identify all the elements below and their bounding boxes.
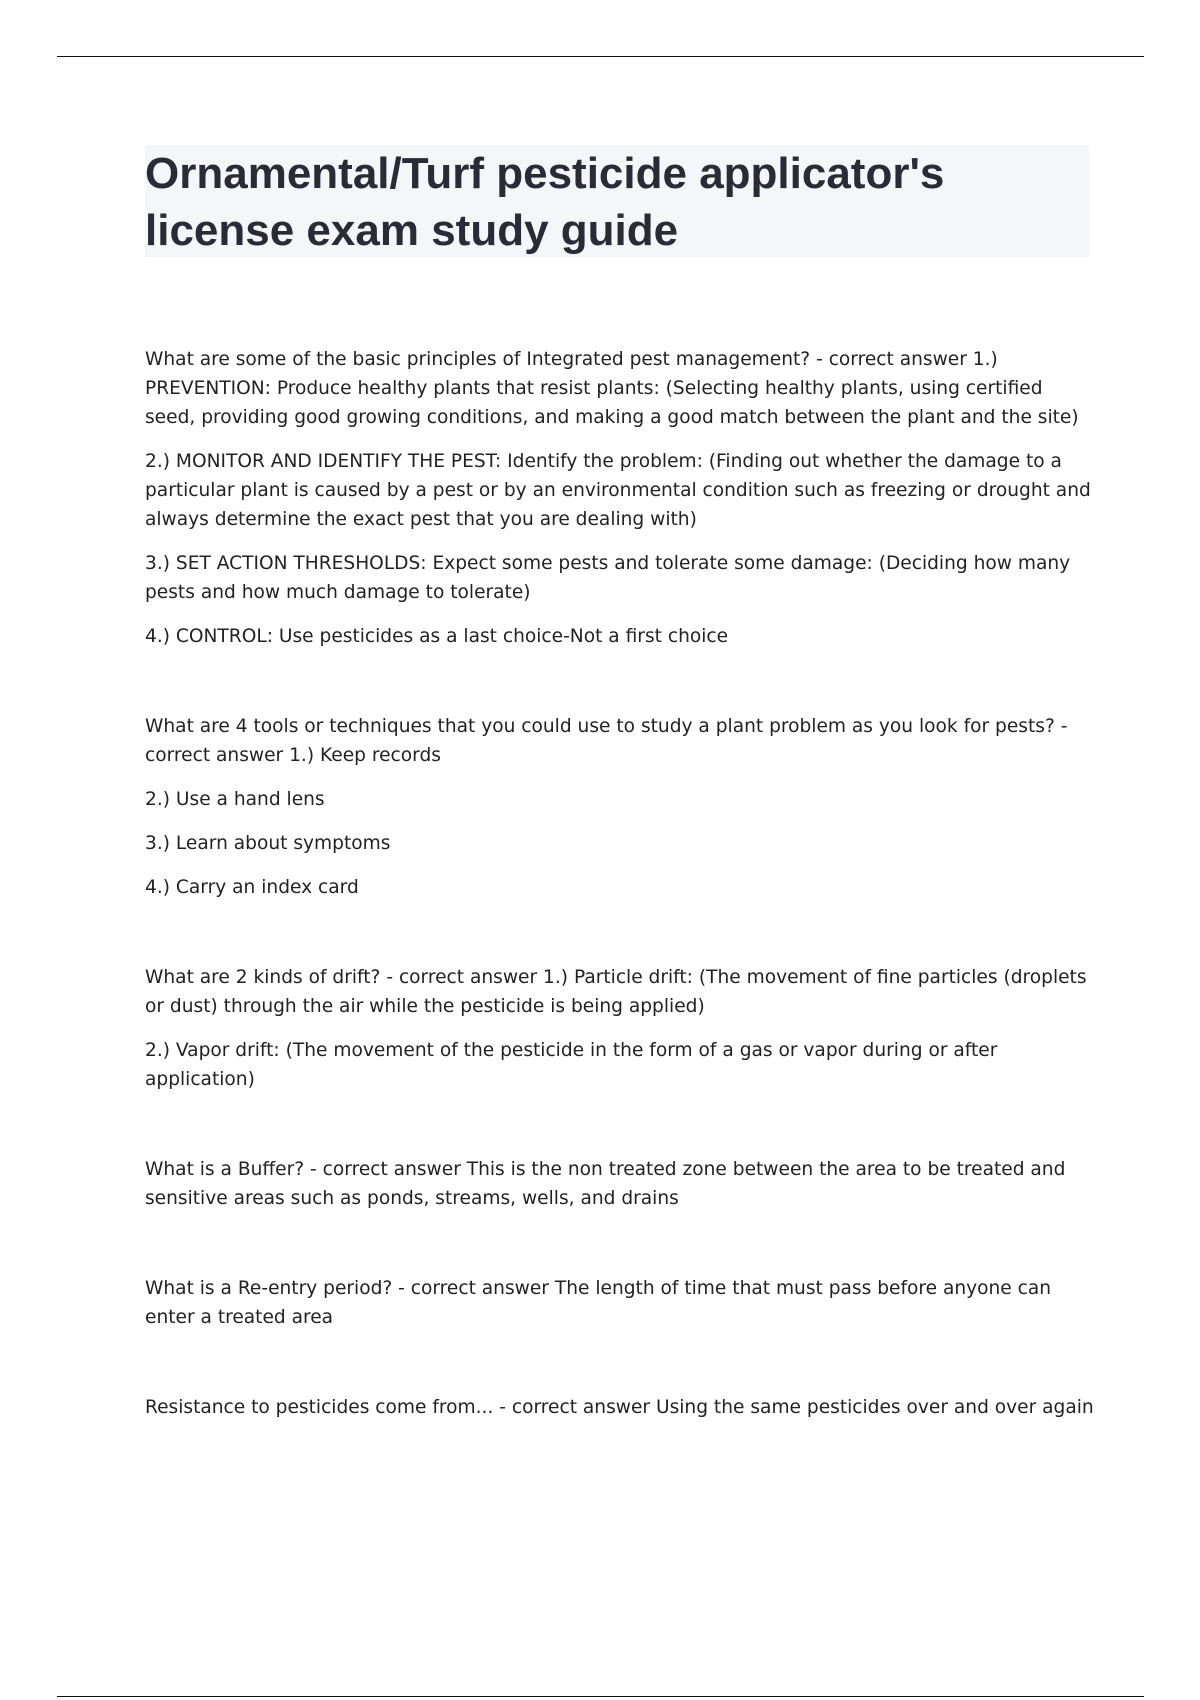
qa-block-drift: [145, 963, 1095, 1094]
paragraph: 3.) SET ACTION THRESHOLDS: Expect some pests and tolerate some damage: (Deciding how many pests and how much damage to tolerate): [145, 553, 1071, 603]
paragraph: 3.) Learn about symptoms: [145, 833, 391, 854]
page-title: Ornamental/Turf pesticide applicator's license exam study guide: [145, 149, 945, 255]
qa-block-reentry: [145, 1274, 1095, 1332]
top-rule: [57, 56, 1144, 57]
paragraph: What are some of the basic principles of Integrated pest management? - correct answer 1.) PREVENTION: Produce healthy plants that resist plants: (Selecting healthy plants, using certified seed, providing good growing conditions, and making a good match between the plant and the site): [145, 349, 1079, 428]
document-body: [145, 345, 1095, 1422]
paragraph: Resistance to pesticides come from... - correct answer Using the same pesticides over and over again: [145, 1397, 1094, 1418]
title-block: [145, 145, 1089, 257]
qa-block-resistance: [145, 1393, 1095, 1422]
paragraph: 4.) CONTROL: Use pesticides as a last choice-Not a first choice: [145, 626, 729, 647]
paragraph: 4.) Carry an index card: [145, 877, 359, 898]
paragraph: 2.) Use a hand lens: [145, 789, 325, 810]
qa-block-tools: [145, 712, 1095, 902]
paragraph: What is a Re-entry period? - correct answer The length of time that must pass before anyone can enter a treated area: [145, 1278, 1052, 1328]
bottom-rule: [57, 1696, 1144, 1697]
paragraph: What are 4 tools or techniques that you could use to study a plant problem as you look for pests? - correct answer 1.) Keep records: [145, 716, 1068, 766]
paragraph: 2.) Vapor drift: (The movement of the pesticide in the form of a gas or vapor during or after application): [145, 1040, 998, 1090]
paragraph: What is a Buffer? - correct answer This is the non treated zone between the area to be treated and sensitive areas such as ponds, streams, wells, and drains: [145, 1159, 1066, 1209]
paragraph: 2.) MONITOR AND IDENTIFY THE PEST: Identify the problem: (Finding out whether the damage to a particular plant is caused by a pest or by an environmental condition such as freezing or drought and always determine the exact pest that you are dealing with): [145, 451, 1091, 530]
qa-block-buffer: [145, 1155, 1095, 1213]
qa-block-ipm: [145, 345, 1095, 651]
paragraph: What are 2 kinds of drift? - correct answer 1.) Particle drift: (The movement of fine particles (droplets or dust) through the air while the pesticide is being applied): [145, 967, 1087, 1017]
